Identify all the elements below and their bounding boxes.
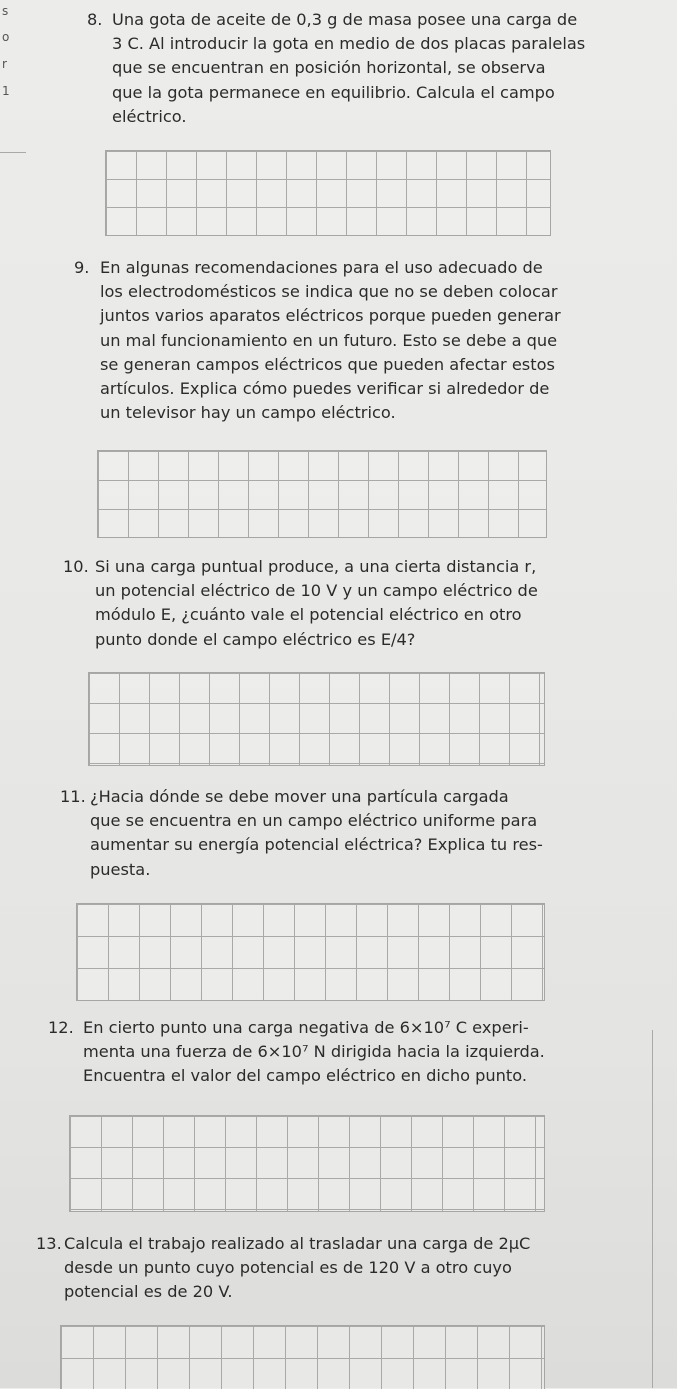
margin-rule: [0, 152, 26, 153]
text-line: eléctrico.: [112, 106, 187, 126]
text-line: aumentar su energía potencial eléctrica? Explica tu res-: [90, 835, 543, 855]
text-line: potencial es de 20 V.: [64, 1282, 233, 1302]
text-line: que la gota permanece en equilibrio. Calcula el campo: [112, 82, 555, 102]
text-line: punto donde el campo eléctrico es E/4?: [95, 629, 416, 649]
text-line: Si una carga puntual produce, a una cierta distancia r,: [95, 557, 537, 576]
question-text: [83, 1016, 643, 1089]
text-line: que se encuentra en un campo eléctrico uniforme para: [90, 811, 538, 831]
text-line: un potencial eléctrico de 10 V y un campo eléctrico de: [95, 581, 538, 601]
question-text: [90, 785, 646, 882]
text-line: puesta.: [90, 859, 151, 879]
answer-grid[interactable]: [97, 450, 547, 538]
question-text: [112, 8, 652, 129]
text-line: 3 C. Al introducir la gota en medio de dos placas paralelas: [112, 34, 586, 54]
answer-grid[interactable]: [60, 1325, 545, 1389]
text-line: un televisor hay un campo eléctrico.: [100, 403, 396, 423]
margin-fragment: s: [2, 4, 9, 18]
text-line: juntos varios aparatos eléctricos porque pueden generar: [100, 306, 561, 326]
text-line: se generan campos eléctricos que pueden afectar estos: [100, 354, 555, 374]
question-8: [87, 8, 657, 133]
question-11: [60, 785, 650, 885]
page-fold-line: [652, 1030, 653, 1388]
question-number: 13.: [36, 1234, 62, 1253]
question-text: [95, 555, 650, 652]
margin-fragment: 1: [2, 84, 10, 98]
question-10: [63, 555, 653, 655]
question-number: 12.: [48, 1018, 74, 1037]
text-line: ¿Hacia dónde se debe mover una partícula cargada: [90, 787, 509, 806]
question-12: [48, 1016, 648, 1094]
text-line: menta una fuerza de 6×10⁷ N dirigida hacia la izquierda.: [83, 1042, 545, 1062]
question-9: [74, 256, 654, 431]
answer-grid[interactable]: [88, 672, 545, 766]
question-number: 10.: [63, 557, 89, 576]
question-13: [36, 1232, 646, 1310]
text-line: los electrodomésticos se indica que no se deben colocar: [100, 282, 558, 302]
answer-grid[interactable]: [76, 903, 545, 1001]
text-line: Encuentra el valor del campo eléctrico en dicho punto.: [83, 1066, 528, 1086]
question-text: [100, 256, 650, 425]
question-number: 8.: [87, 10, 103, 29]
text-line: Calcula el trabajo realizado al trasladar una carga de 2μC: [64, 1234, 531, 1253]
text-line: Una gota de aceite de 0,3 g de masa posee una carga de: [112, 10, 578, 29]
question-text: [64, 1232, 644, 1305]
text-line: En algunas recomendaciones para el uso adecuado de: [100, 258, 543, 277]
text-line: artículos. Explica cómo puedes verificar si alrededor de: [100, 379, 550, 399]
text-line: que se encuentran en posición horizontal, se observa: [112, 58, 546, 78]
text-line: módulo E, ¿cuánto vale el potencial eléctrico en otro: [95, 605, 522, 625]
question-number: 9.: [74, 258, 90, 277]
margin-fragment: o: [2, 30, 10, 44]
text-line: desde un punto cuyo potencial es de 120 V a otro cuyo: [64, 1258, 512, 1278]
answer-grid[interactable]: [69, 1115, 545, 1212]
margin-fragment: r: [2, 57, 7, 71]
question-number: 11.: [60, 787, 86, 806]
text-line: un mal funcionamiento en un futuro. Esto se debe a que: [100, 330, 558, 350]
text-line: En cierto punto una carga negativa de 6×10⁷ C experi-: [83, 1018, 529, 1037]
answer-grid[interactable]: [105, 150, 551, 236]
